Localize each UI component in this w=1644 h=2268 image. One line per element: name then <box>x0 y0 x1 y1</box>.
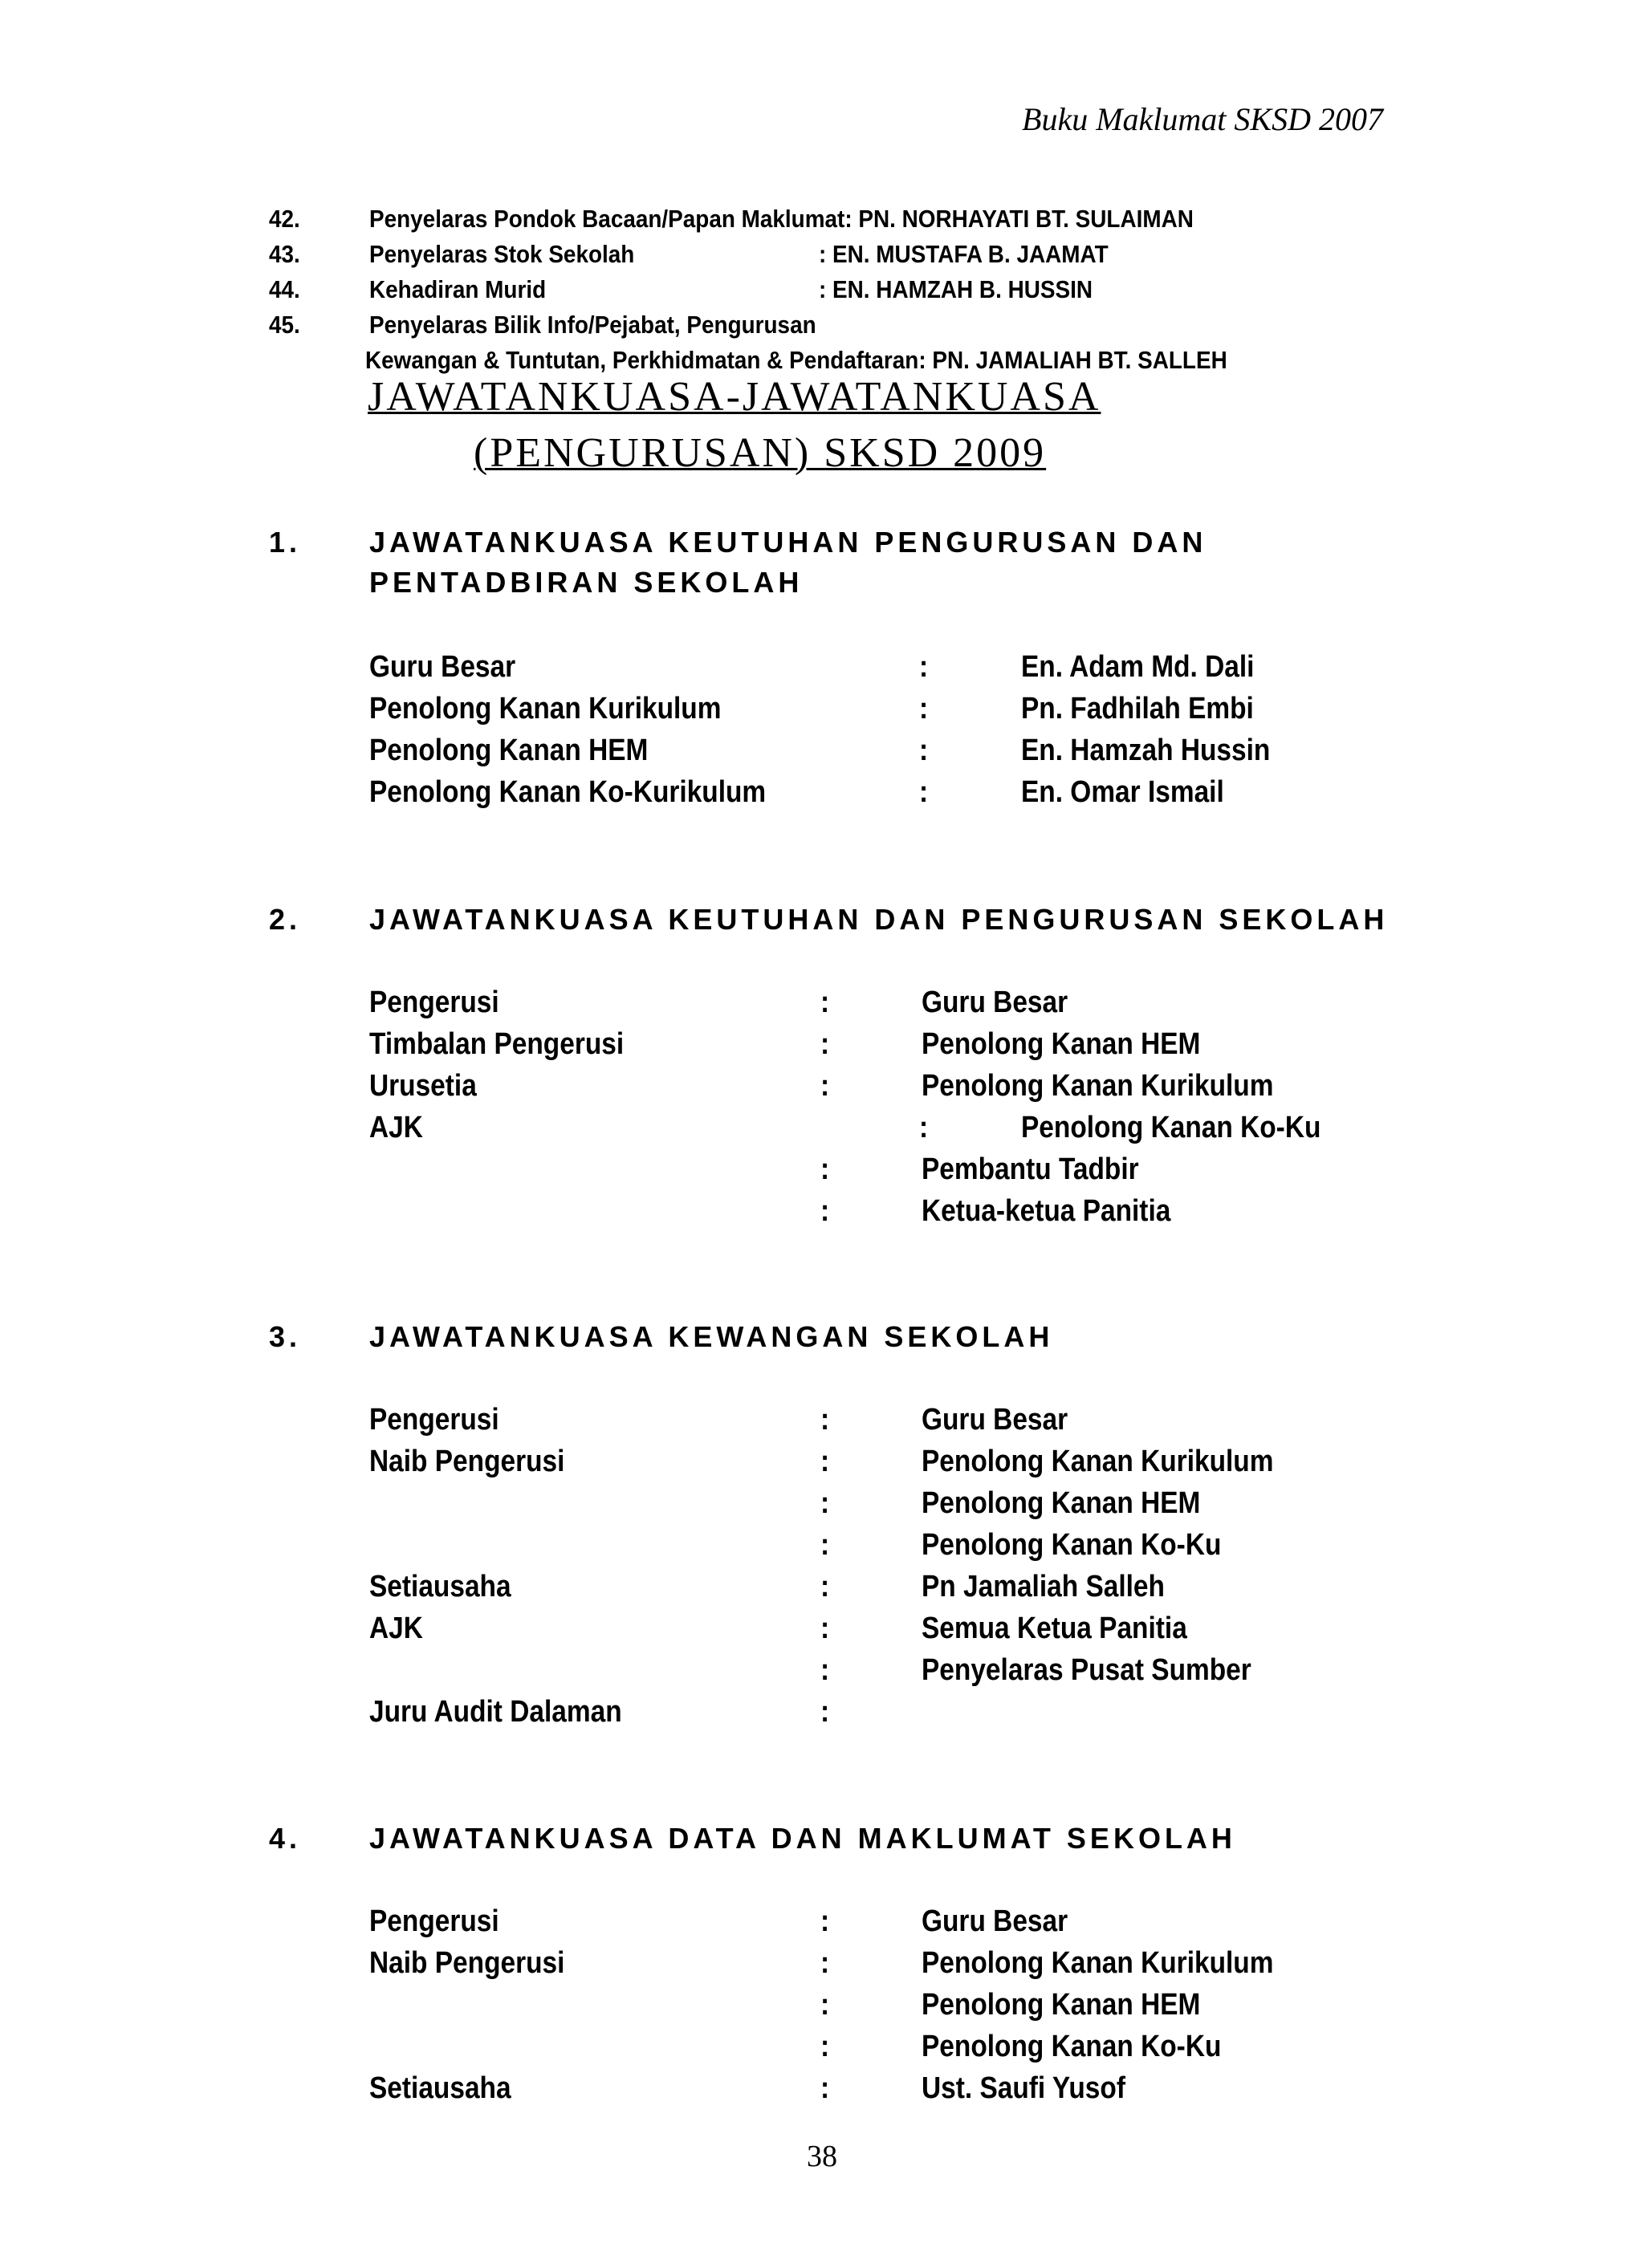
row-colon: : <box>820 1486 830 1520</box>
section-heading: JAWATANKUASA KEWANGAN SEKOLAH <box>369 1320 1054 1353</box>
row-name: Guru Besar <box>922 1403 1068 1437</box>
row-colon: : <box>820 1612 830 1645</box>
list-item-label: Penyelaras Stok Sekolah <box>369 240 635 268</box>
row-colon: : <box>820 986 830 1019</box>
row-role: Naib Pengerusi <box>369 1445 565 1478</box>
section-heading: PENTADBIRAN SEKOLAH <box>369 566 804 599</box>
row-name: Penolong Kanan HEM <box>922 1027 1201 1061</box>
list-item-number: 43. <box>269 240 300 268</box>
row-name: En. Omar Ismail <box>1021 775 1224 809</box>
list-item-number: 42. <box>269 205 300 233</box>
row-role: Juru Audit Dalaman <box>369 1695 622 1729</box>
page-number: 38 <box>807 2140 837 2173</box>
row-role: AJK <box>369 1111 423 1144</box>
row-colon: : <box>820 1194 830 1228</box>
row-role: Naib Pengerusi <box>369 1946 565 1980</box>
row-role: Penolong Kanan Kurikulum <box>369 692 722 726</box>
row-colon: : <box>820 1403 830 1437</box>
list-item-label: Kewangan & Tuntutan, Perkhidmatan & Pendaftaran: PN. JAMALIAH BT. SALLEH <box>365 346 1227 374</box>
list-item-value: : EN. MUSTAFA B. JAAMAT <box>819 240 1109 268</box>
row-name: Penolong Kanan Ko-Ku <box>922 2030 1222 2063</box>
row-colon: : <box>820 1528 830 1562</box>
row-name: Penolong Kanan HEM <box>922 1486 1201 1520</box>
row-name: Penolong Kanan Ko-Ku <box>922 1528 1222 1562</box>
row-name: En. Adam Md. Dali <box>1021 650 1255 684</box>
row-name: Guru Besar <box>922 986 1068 1019</box>
list-item-label: Kehadiran Murid <box>369 275 547 303</box>
row-name: Penolong Kanan Kurikulum <box>922 1069 1274 1103</box>
row-colon: : <box>820 2030 830 2063</box>
row-colon: : <box>820 1988 830 2022</box>
row-colon: : <box>820 1152 830 1186</box>
title-line-2: (PENGURUSAN) SKSD 2009 <box>474 430 1047 476</box>
section-heading: JAWATANKUASA KEUTUHAN DAN PENGURUSAN SEKOLAH <box>369 903 1389 936</box>
list-item-label: Penyelaras Bilik Info/Pejabat, Pengurusan <box>369 311 816 339</box>
row-name: Penyelaras Pusat Sumber <box>922 1653 1251 1687</box>
row-role: Setiausaha <box>369 1570 511 1603</box>
row-role: Penolong Kanan Ko-Kurikulum <box>369 775 767 809</box>
row-role: Setiausaha <box>369 2071 511 2105</box>
row-colon: : <box>820 1445 830 1478</box>
row-colon: : <box>820 1695 830 1729</box>
list-item-number: 45. <box>269 311 300 339</box>
row-role: Timbalan Pengerusi <box>369 1027 625 1061</box>
row-colon: : <box>919 1111 929 1144</box>
row-colon: : <box>820 1570 830 1603</box>
row-role: Pengerusi <box>369 1904 499 1938</box>
row-colon: : <box>820 1027 830 1061</box>
row-name: Pembantu Tadbir <box>922 1152 1139 1186</box>
list-item-value: : EN. HAMZAH B. HUSSIN <box>819 275 1093 303</box>
row-colon: : <box>820 1653 830 1687</box>
row-colon: : <box>820 1904 830 1938</box>
row-name: Penolong Kanan Kurikulum <box>922 1946 1274 1980</box>
section-heading: JAWATANKUASA KEUTUHAN PENGURUSAN DAN <box>369 526 1207 559</box>
row-name: Ketua-ketua Panitia <box>922 1194 1171 1228</box>
row-role: Pengerusi <box>369 986 499 1019</box>
row-colon: : <box>820 1946 830 1980</box>
row-name: Ust. Saufi Yusof <box>922 2071 1125 2105</box>
row-role: Urusetia <box>369 1069 477 1103</box>
list-item-label: Penyelaras Pondok Bacaan/Papan Maklumat: PN. NORHAYATI BT. SULAIMAN <box>369 205 1194 233</box>
row-name: Semua Ketua Panitia <box>922 1612 1187 1645</box>
row-colon: : <box>919 650 929 684</box>
row-colon: : <box>919 692 929 726</box>
row-name: Penolong Kanan Kurikulum <box>922 1445 1274 1478</box>
row-name: Guru Besar <box>922 1904 1068 1938</box>
section-number: 4. <box>269 1822 302 1855</box>
row-name: Pn. Fadhilah Embi <box>1021 692 1254 726</box>
list-item-number: 44. <box>269 275 300 303</box>
row-name: Pn Jamaliah Salleh <box>922 1570 1165 1603</box>
row-role: AJK <box>369 1612 423 1645</box>
row-colon: : <box>820 2071 830 2105</box>
row-colon: : <box>919 775 929 809</box>
row-role: Guru Besar <box>369 650 516 684</box>
section-number: 3. <box>269 1320 302 1353</box>
row-name: En. Hamzah Hussin <box>1021 734 1271 767</box>
section-heading: JAWATANKUASA DATA DAN MAKLUMAT SEKOLAH <box>369 1822 1236 1855</box>
row-name: Penolong Kanan HEM <box>922 1988 1201 2022</box>
row-role: Penolong Kanan HEM <box>369 734 649 767</box>
row-role: Pengerusi <box>369 1403 499 1437</box>
section-number: 2. <box>269 903 302 936</box>
row-colon: : <box>919 734 929 767</box>
title-line-1: JAWATANKUASA-JAWATANKUASA <box>368 374 1101 420</box>
section-number: 1. <box>269 526 302 559</box>
running-header: Buku Maklumat SKSD 2007 <box>1022 101 1383 137</box>
row-colon: : <box>820 1069 830 1103</box>
row-name: Penolong Kanan Ko-Ku <box>1021 1111 1321 1144</box>
